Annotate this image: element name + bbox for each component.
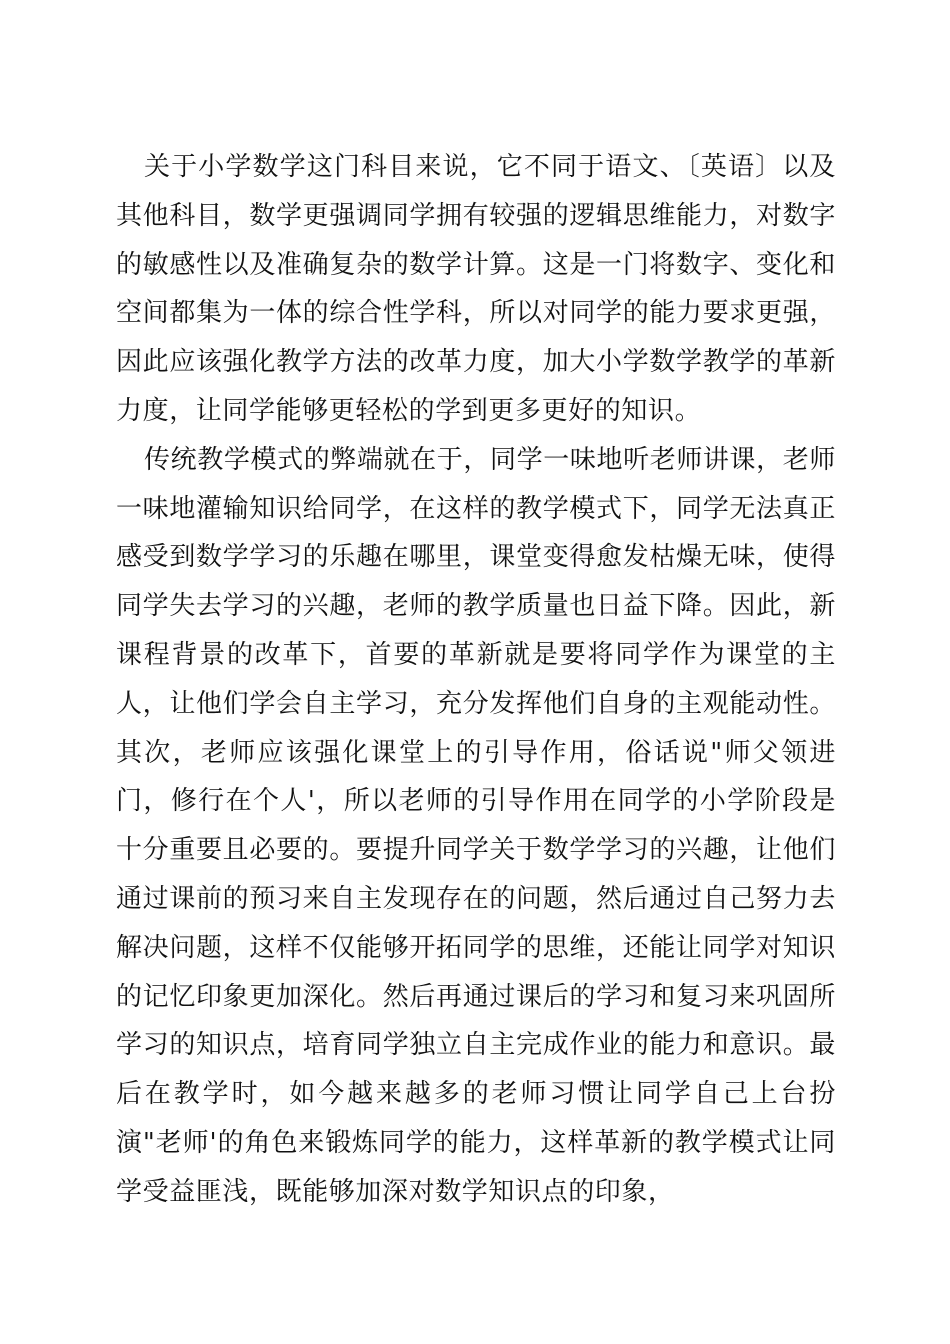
- document-body: [116, 143, 836, 1217]
- paragraph-1: 关于小学数学这门科目来说，它不同于语文、〔英语〕以及其他科目，数学更强调同学拥有较强的逻辑思维能力，对数字的敏感性以及准确复杂的数学计算。这是一门将数字、变化和空间都集为一体的综合性学科，所以对同学的能力要求更强，因此应该强化教学方法的改革力度，加大小学数学教学的革新力度，让同学能够更轻松的学到更多更好的知识。: [116, 152, 836, 426]
- paragraph-2: 传统教学模式的弊端就在于，同学一味地听老师讲课，老师一味地灌输知识给同学，在这样的教学模式下，同学无法真正感受到数学学习的乐趣在哪里，课堂变得愈发枯燥无味，使得同学失去学习的兴趣，老师的教学质量也日益下降。因此，新课程背景的改革下，首要的革新就是要将同学作为课堂的主人，让他们学会自主学习，充分发挥他们自身的主观能动性。其次，老师应该强化课堂上的引导作用，俗话说"师父领进门，修行在个人'，所以老师的引导作用在同学的小学阶段是十分重要且必要的。要提升同学关于数学学习的兴趣，让他们通过课前的预习来自主发现存在的问题，然后通过自己努力去解决问题，这样不仅能够开拓同学的思维，还能让同学对知识的记忆印象更加深化。然后再通过课后的学习和复习来巩固所学习的知识点，培育同学独立自主完成作业的能力和意识。最后在教学时，如今越来越多的老师习惯让同学自己上台扮演"老师'的角色来锻炼同学的能力，这样革新的教学模式让同学受益匪浅，既能够加深对数学知识点的印象，: [116, 444, 836, 1207]
